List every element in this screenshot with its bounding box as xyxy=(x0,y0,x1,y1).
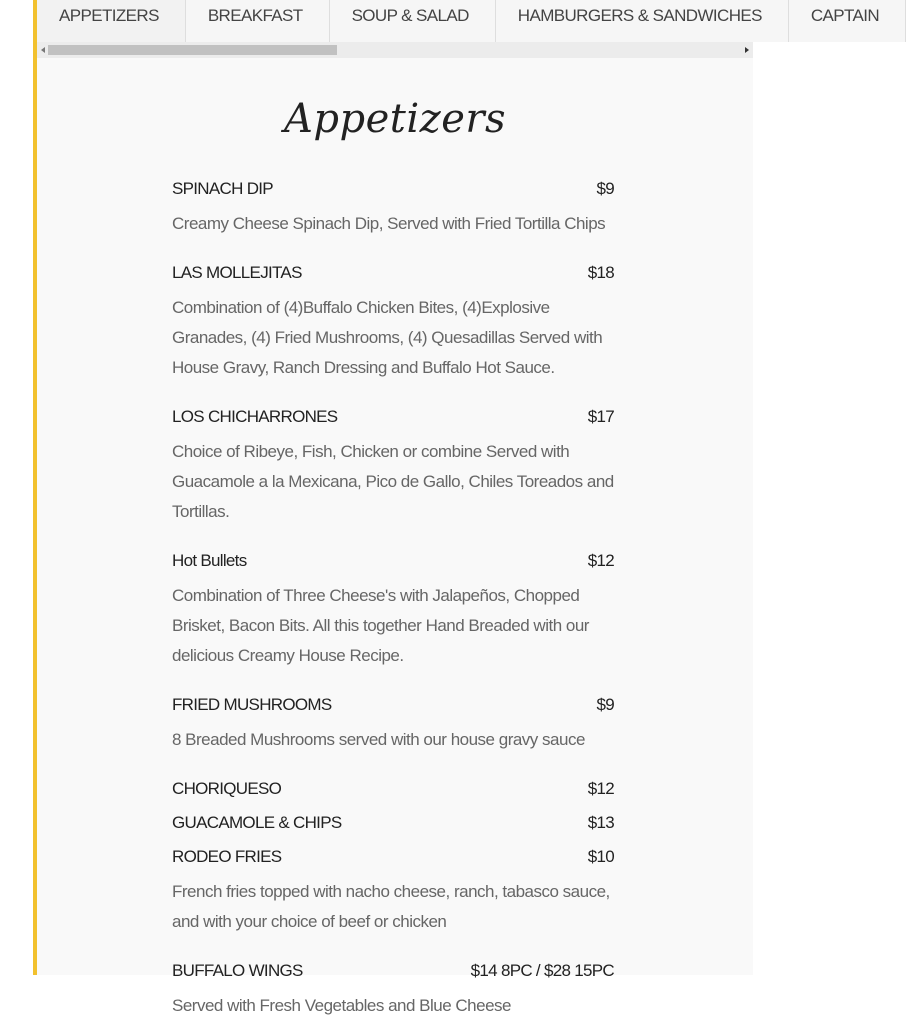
category-tab-bar xyxy=(37,0,880,42)
item-description: French fries topped with nacho cheese, ranch, tabasco sauce, and with your choice of beef or chicken xyxy=(172,882,610,931)
item-price: $9 xyxy=(596,179,614,198)
scrollbar-thumb[interactable] xyxy=(48,45,337,55)
item-price: $14 8PC / $28 15PC xyxy=(470,961,614,980)
menu-item xyxy=(172,256,614,383)
menu-list xyxy=(172,172,614,1021)
item-name: LOS CHICHARRONES xyxy=(172,407,338,426)
item-name: RODEO FRIES xyxy=(172,847,282,866)
item-price: $18 xyxy=(587,263,614,282)
item-price: $10 xyxy=(587,847,614,866)
item-name: SPINACH DIP xyxy=(172,179,273,198)
tab-appetizers[interactable]: APPETIZERS xyxy=(37,0,186,42)
section-title: Appetizers xyxy=(283,96,507,142)
item-name: LAS MOLLEJITAS xyxy=(172,263,302,282)
menu-item xyxy=(172,688,614,755)
item-price: $17 xyxy=(587,407,614,426)
tab-captain[interactable]: CAPTAIN xyxy=(789,0,906,42)
item-name: FRIED MUSHROOMS xyxy=(172,695,332,714)
scroll-right-arrow-icon[interactable] xyxy=(741,42,753,58)
tab-scrollbar[interactable] xyxy=(37,42,753,58)
menu-item xyxy=(172,840,614,937)
tab-soup-salad[interactable]: SOUP & SALAD xyxy=(330,0,496,42)
menu-panel xyxy=(33,0,880,1015)
item-price: $12 xyxy=(587,779,614,798)
item-name: GUACAMOLE & CHIPS xyxy=(172,813,342,832)
item-price: $12 xyxy=(587,551,614,570)
menu-item xyxy=(172,172,614,239)
item-price: $9 xyxy=(596,695,614,714)
item-description: Combination of (4)Buffalo Chicken Bites, (4)Explosive Granades, (4) Fried Mushrooms, (4) Quesadillas Served with House Gravy, Ranch Dressing and Buffalo Hot Sauce. xyxy=(172,298,603,377)
item-description: Creamy Cheese Spinach Dip, Served with Fried Tortilla Chips xyxy=(172,214,606,233)
item-name: Hot Bullets xyxy=(172,551,247,570)
item-name: CHORIQUESO xyxy=(172,779,282,798)
tab-hamburgers-sandwiches[interactable]: HAMBURGERS & SANDWICHES xyxy=(496,0,789,42)
item-description: 8 Breaded Mushrooms served with our house gravy sauce xyxy=(172,730,585,749)
item-description: Combination of Three Cheese's with Jalapeños, Chopped Brisket, Bacon Bits. All this together Hand Breaded with our delicious Creamy House Recipe. xyxy=(172,586,589,665)
tab-breakfast[interactable]: BREAKFAST xyxy=(186,0,330,42)
menu-item xyxy=(172,772,614,806)
item-description: Choice of Ribeye, Fish, Chicken or combine Served with Guacamole a la Mexicana, Pico de Gallo, Chiles Toreados and Tortillas. xyxy=(172,442,614,521)
menu-item xyxy=(172,544,614,671)
menu-item xyxy=(172,806,614,840)
menu-item xyxy=(172,400,614,527)
item-name: BUFFALO WINGS xyxy=(172,961,303,980)
menu-item xyxy=(172,954,614,1021)
item-price: $13 xyxy=(587,813,614,832)
item-description: Served with Fresh Vegetables and Blue Cheese xyxy=(172,996,512,1015)
